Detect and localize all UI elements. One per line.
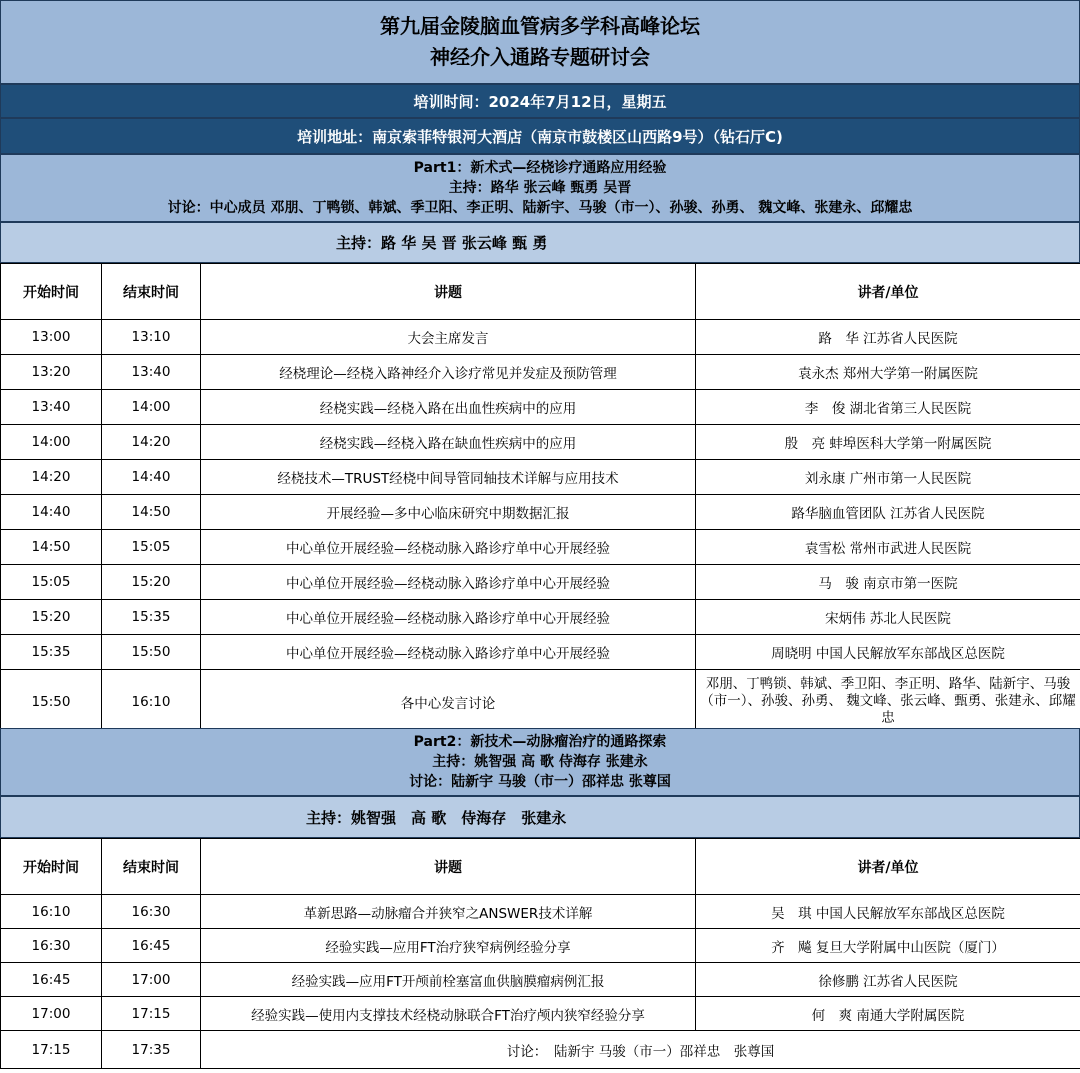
table-row (1, 963, 1080, 997)
topic: 中心单位开展经验—经桡动脉入路诊疗单中心开展经验 (201, 530, 696, 565)
topic: 革新思路—动脉瘤合并狭窄之ANSWER技术详解 (201, 895, 696, 929)
part1-table (0, 263, 1080, 734)
start-time: 16:45 (1, 963, 102, 997)
end-time: 15:05 (102, 530, 201, 565)
speaker: 齐 飚 复旦大学附属中山医院（厦门） (696, 929, 1080, 963)
table-row (1, 670, 1080, 734)
speaker: 李 俊 湖北省第三人民医院 (696, 390, 1080, 425)
title-line-1: 第九届金陵脑血管病多学科高峰论坛 (380, 14, 700, 38)
speaker: 路华脑血管团队 江苏省人民医院 (696, 495, 1080, 530)
part2-table (0, 838, 1080, 1069)
start-time: 16:30 (1, 929, 102, 963)
topic: 各中心发言讨论 (201, 670, 696, 734)
end-time: 14:50 (102, 495, 201, 530)
start-time: 16:10 (1, 895, 102, 929)
start-time: 15:35 (1, 635, 102, 670)
speaker: 袁永杰 郑州大学第一附属医院 (696, 355, 1080, 390)
part1-discussion: 讨论：中心成员 邓朋、丁鸭锁、韩斌、季卫阳、李正明、陆新宇、马骏（市一）、孙骏、孙勇、 魏文峰、张建永、邱耀忠 (167, 200, 913, 216)
title-line-2: 神经介入通路专题研讨会 (430, 45, 650, 69)
col-start-time: 开始时间 (1, 264, 102, 320)
end-time: 16:30 (102, 895, 201, 929)
table-row (1, 390, 1080, 425)
speaker: 周晓明 中国人民解放军东部战区总医院 (696, 635, 1080, 670)
end-time: 14:40 (102, 460, 201, 495)
part1-session-host (0, 222, 1080, 263)
header-title (0, 0, 1080, 84)
topic: 经验实践—应用FT治疗狭窄病例经验分享 (201, 929, 696, 963)
start-time: 14:40 (1, 495, 102, 530)
table-row (1, 565, 1080, 600)
speaker: 袁雪松 常州市武进人民医院 (696, 530, 1080, 565)
end-time: 13:40 (102, 355, 201, 390)
speaker: 马 骏 南京市第一医院 (696, 565, 1080, 600)
topic: 中心单位开展经验—经桡动脉入路诊疗单中心开展经验 (201, 600, 696, 635)
speaker: 宋炳伟 苏北人民医院 (696, 600, 1080, 635)
part2-table-header (1, 839, 1080, 895)
part1-session-host-text: 主持：路 华 吴 晋 张云峰 甄 勇 (336, 234, 548, 252)
part2-session-host-text: 主持：姚智强 高 歌 侍海存 张建永 (306, 808, 567, 827)
start-time: 13:20 (1, 355, 102, 390)
speaker: 邓朋、丁鸭锁、韩斌、季卫阳、李正明、路华、陆新宇、马骏（市一）、孙骏、孙勇、 魏文峰、张云峰、甄勇、张建永、邱耀忠 (696, 670, 1080, 734)
end-time: 17:00 (102, 963, 201, 997)
speaker: 何 爽 南通大学附属医院 (696, 997, 1080, 1031)
topic: 经桡理论—经桡入路神经介入诊疗常见并发症及预防管理 (201, 355, 696, 390)
end-time: 15:35 (102, 600, 201, 635)
table-row (1, 929, 1080, 963)
topic: 经验实践—应用FT开颅前栓塞富血供脑膜瘤病例汇报 (201, 963, 696, 997)
start-time: 14:00 (1, 425, 102, 460)
col-end-time: 结束时间 (102, 264, 201, 320)
end-time: 16:10 (102, 670, 201, 734)
topic: 大会主席发言 (201, 320, 696, 355)
end-time: 17:35 (102, 1031, 201, 1069)
start-time: 15:50 (1, 670, 102, 734)
table-row (1, 530, 1080, 565)
end-time: 15:20 (102, 565, 201, 600)
start-time: 13:40 (1, 390, 102, 425)
start-time: 17:15 (1, 1031, 102, 1069)
col-topic: 讲题 (201, 264, 696, 320)
topic: 经验实践—使用内支撑技术经桡动脉联合FT治疗颅内狭窄经验分享 (201, 997, 696, 1031)
end-time: 14:00 (102, 390, 201, 425)
training-place: 培训地址：南京索菲特银河大酒店（南京市鼓楼区山西路9号）（钻石厅C) (0, 118, 1080, 154)
start-time: 14:20 (1, 460, 102, 495)
table-row (1, 460, 1080, 495)
table-row (1, 355, 1080, 390)
part2-title: Part2：新技术—动脉瘤治疗的通路探索 (413, 734, 667, 750)
topic: 经桡实践—经桡入路在缺血性疾病中的应用 (201, 425, 696, 460)
col-topic: 讲题 (201, 839, 696, 895)
part1-title: Part1：新术式—经桡诊疗通路应用经验 (413, 160, 667, 176)
start-time: 15:05 (1, 565, 102, 600)
start-time: 17:00 (1, 997, 102, 1031)
speaker: 刘永康 广州市第一人民医院 (696, 460, 1080, 495)
end-time: 17:15 (102, 997, 201, 1031)
part2-hosts: 主持：姚智强 高 歌 侍海存 张建永 (432, 754, 648, 770)
start-time: 14:50 (1, 530, 102, 565)
table-row (1, 895, 1080, 929)
topic: 开展经验—多中心临床研究中期数据汇报 (201, 495, 696, 530)
col-start-time: 开始时间 (1, 839, 102, 895)
topic: 经桡技术—TRUST经桡中间导管同轴技术详解与应用技术 (201, 460, 696, 495)
topic: 中心单位开展经验—经桡动脉入路诊疗单中心开展经验 (201, 565, 696, 600)
topic: 中心单位开展经验—经桡动脉入路诊疗单中心开展经验 (201, 635, 696, 670)
table-row (1, 635, 1080, 670)
col-speaker: 讲者/单位 (696, 264, 1080, 320)
start-time: 15:20 (1, 600, 102, 635)
part2-header (0, 728, 1080, 796)
table-row (1, 600, 1080, 635)
table-row (1, 1031, 1080, 1069)
topic: 经桡实践—经桡入路在出血性疾病中的应用 (201, 390, 696, 425)
table-row (1, 320, 1080, 355)
speaker: 殷 亮 蚌埠医科大学第一附属医院 (696, 425, 1080, 460)
start-time: 13:00 (1, 320, 102, 355)
part1-hosts: 主持：路华 张云峰 甄勇 吴晋 (448, 180, 632, 196)
discussion-cell: 讨论： 陆新宇 马骏（市一）邵祥忠 张尊国 (201, 1031, 1080, 1069)
part2-discussion: 讨论：陆新宇 马骏（市一）邵祥忠 张尊国 (409, 774, 671, 790)
training-time: 培训时间：2024年7月12日，星期五 (0, 84, 1080, 118)
col-speaker: 讲者/单位 (696, 839, 1080, 895)
part2-session-host (0, 796, 1080, 838)
part1-table-header (1, 264, 1080, 320)
col-end-time: 结束时间 (102, 839, 201, 895)
speaker: 吴 琪 中国人民解放军东部战区总医院 (696, 895, 1080, 929)
part1-header (0, 154, 1080, 222)
table-row (1, 495, 1080, 530)
speaker: 路 华 江苏省人民医院 (696, 320, 1080, 355)
end-time: 15:50 (102, 635, 201, 670)
speaker: 徐修鹏 江苏省人民医院 (696, 963, 1080, 997)
end-time: 14:20 (102, 425, 201, 460)
table-row (1, 425, 1080, 460)
table-row (1, 997, 1080, 1031)
end-time: 16:45 (102, 929, 201, 963)
end-time: 13:10 (102, 320, 201, 355)
